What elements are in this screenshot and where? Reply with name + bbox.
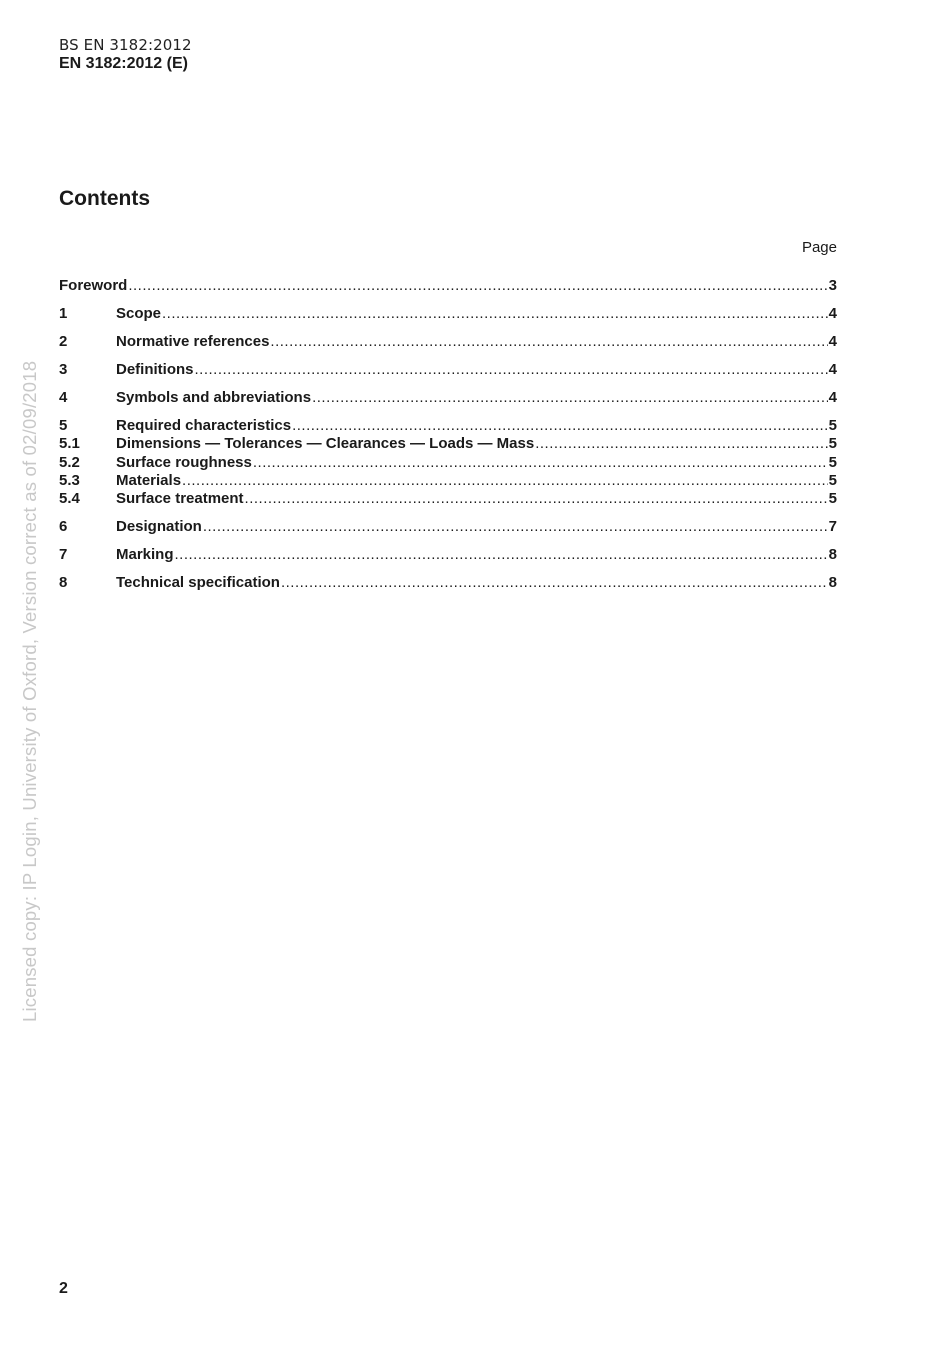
- toc-entry-title: Symbols and abbreviations: [116, 389, 312, 406]
- toc-entry-number: 5.2: [59, 454, 80, 471]
- toc-entry-marking[interactable]: [59, 546, 837, 564]
- toc-entry-title: Surface treatment: [116, 490, 244, 507]
- toc-entry-number: 4: [59, 389, 68, 406]
- toc-entry-page: 5: [828, 490, 837, 507]
- toc-entry-designation[interactable]: [59, 518, 837, 536]
- toc-entry-definitions[interactable]: [59, 361, 837, 379]
- toc-entry-foreword[interactable]: [59, 277, 837, 295]
- toc-entry-number: 5.1: [59, 435, 80, 452]
- document-id-header: BS EN 3182:2012: [59, 36, 192, 54]
- document-id-header-en: EN 3182:2012 (E): [59, 55, 188, 72]
- toc-entry-page: 5: [828, 435, 837, 452]
- toc-entry-number: 5.4: [59, 490, 80, 507]
- page-column-label: Page: [801, 239, 837, 256]
- license-watermark: Licensed copy: IP Login, University of Oxford, Version correct as of 02/09/2018: [19, 360, 40, 1022]
- toc-leader-dots: [128, 277, 827, 295]
- toc-entry-scope[interactable]: [59, 305, 837, 323]
- toc-entry-surface-roughness[interactable]: [59, 454, 837, 472]
- toc-entry-page: 5: [828, 417, 837, 434]
- toc-entry-title: Required characteristics: [116, 417, 292, 434]
- toc-entry-title: Dimensions — Tolerances — Clearances — Loads — Mass: [116, 435, 535, 452]
- toc-entry-page: 4: [828, 305, 837, 322]
- toc-entry-materials[interactable]: [59, 472, 837, 490]
- toc-leader-dots: [535, 435, 827, 453]
- toc-leader-dots: [162, 305, 828, 323]
- toc-entry-number: 5.3: [59, 472, 80, 489]
- toc-entry-title: Materials: [116, 472, 182, 489]
- toc-entry-number: 6: [59, 518, 68, 535]
- toc-entry-title: Marking: [116, 546, 174, 563]
- toc-entry-page: 8: [828, 546, 837, 563]
- toc-entry-page: 8: [828, 574, 837, 591]
- toc-entry-number: 3: [59, 361, 68, 378]
- toc-entry-symbols-and-abbreviations[interactable]: [59, 389, 837, 407]
- toc-entry-title: Technical specification: [116, 574, 280, 591]
- toc-entry-page: 4: [828, 361, 837, 378]
- toc-entry-title: Foreword: [59, 277, 128, 294]
- toc-leader-dots: [175, 546, 828, 564]
- toc-leader-dots: [270, 333, 827, 351]
- toc-entry-surface-treatment[interactable]: [59, 490, 837, 508]
- toc-leader-dots: [253, 454, 828, 472]
- toc-entry-page: 4: [828, 333, 837, 350]
- toc-leader-dots: [182, 472, 828, 490]
- toc-entry-number: 2: [59, 333, 68, 350]
- toc-leader-dots: [292, 417, 828, 435]
- contents-title: Contents: [59, 187, 150, 210]
- toc-leader-dots: [245, 490, 828, 508]
- toc-entry-technical-specification[interactable]: [59, 574, 837, 592]
- toc-entry-normative-references[interactable]: [59, 333, 837, 351]
- toc-entry-number: 1: [59, 305, 68, 322]
- toc-entry-number: 5: [59, 417, 68, 434]
- toc-entry-title: Designation: [116, 518, 202, 535]
- toc-leader-dots: [195, 361, 828, 379]
- toc-leader-dots: [203, 518, 828, 536]
- toc-entry-page: 5: [828, 454, 837, 471]
- toc-entry-title: Normative references: [116, 333, 270, 350]
- toc-leader-dots: [312, 389, 828, 407]
- toc-entry-page: 5: [828, 472, 837, 489]
- toc-entry-title: Surface roughness: [116, 454, 252, 471]
- toc-entry-number: 8: [59, 574, 68, 591]
- page-number: 2: [59, 1280, 68, 1297]
- toc-entry-number: 7: [59, 546, 68, 563]
- toc-leader-dots: [281, 574, 828, 592]
- toc-entry-page: 7: [828, 518, 837, 535]
- toc-entry-title: Definitions: [116, 361, 194, 378]
- toc-entry-dimensions[interactable]: [59, 435, 837, 453]
- toc-entry-title: Scope: [116, 305, 162, 322]
- toc-entry-page: 3: [828, 277, 837, 294]
- toc-entry-page: 4: [828, 389, 837, 406]
- toc-entry-required-characteristics[interactable]: [59, 417, 837, 435]
